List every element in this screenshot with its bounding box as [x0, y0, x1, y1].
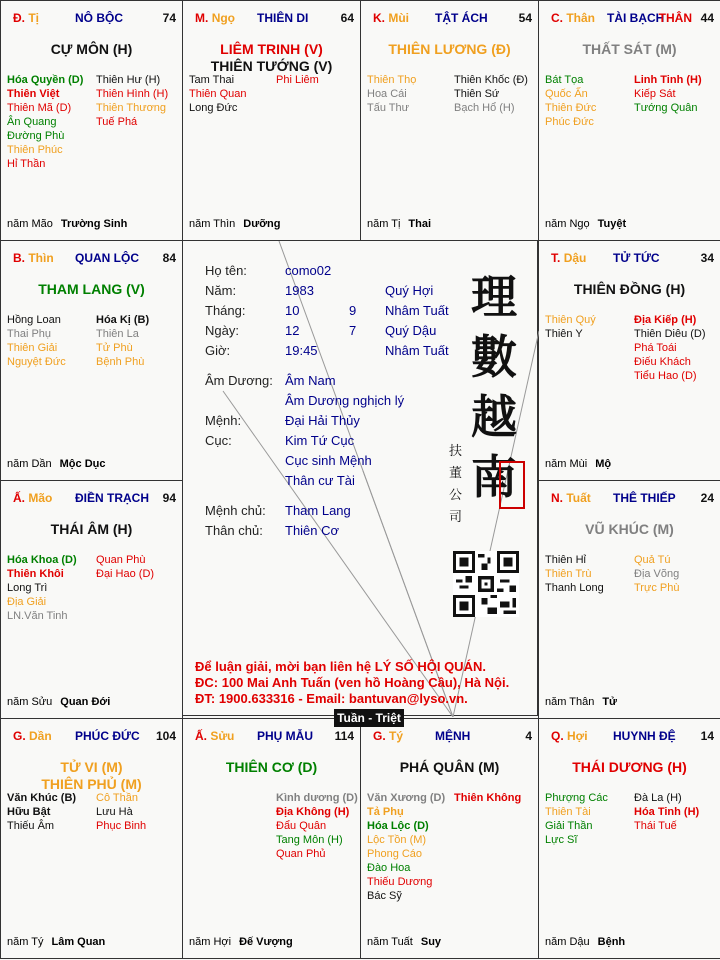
star-item: Thiên Mã (D)	[7, 102, 72, 114]
palace-footer	[545, 696, 617, 708]
ho-ten-label: Họ tên:	[205, 263, 247, 278]
gio-label: Giờ:	[205, 343, 231, 358]
star-item: Thiên Đức	[545, 102, 597, 114]
main-star: THIÊN LƯƠNG (Đ)	[388, 41, 511, 57]
left-stars	[367, 791, 445, 903]
star-item: Tướng Quân	[634, 102, 698, 114]
palace-mao[interactable]	[0, 480, 183, 719]
palace-age: 14	[700, 729, 714, 743]
star-item: Văn Khúc (B)	[7, 792, 77, 804]
ngay-label: Ngày:	[205, 323, 239, 338]
main-star: VŨ KHÚC (M)	[585, 521, 674, 537]
star-item: Đẩu Quân	[276, 820, 327, 832]
palace-year: năm Sửu	[7, 696, 53, 708]
palace-year: năm Tuất	[367, 936, 413, 948]
palace-dan[interactable]	[0, 718, 183, 959]
left-stars	[7, 73, 83, 171]
thang-can-chi: Nhâm Tuất	[385, 303, 449, 318]
menh-chu-label: Mệnh chủ:	[205, 503, 266, 518]
palace-year: năm Tý	[7, 936, 44, 948]
left-stars	[545, 73, 596, 129]
ho-ten-value: como02	[285, 263, 332, 278]
menh-label: Mệnh:	[205, 413, 242, 428]
star-item: Thanh Long	[545, 582, 604, 594]
palace-branch: B. Thìn	[13, 251, 54, 265]
star-item: Địa Giải	[7, 596, 47, 608]
palace-tuat[interactable]	[538, 480, 720, 719]
star-item: Bát Tọa	[545, 74, 584, 86]
cuc-value: Kim Tứ Cục	[285, 433, 355, 448]
star-item: Thiên Sứ	[454, 88, 500, 100]
left-stars	[545, 791, 608, 847]
star-item: Hóa Khoa (D)	[7, 554, 77, 566]
star-item: Hóa Lộc (D)	[367, 820, 429, 832]
star-item: Trực Phù	[634, 582, 680, 594]
seal-char-2: 數	[471, 330, 517, 384]
palace-house: HUYNH ĐỆ	[613, 729, 676, 743]
star-item: Thiên La	[96, 328, 139, 340]
palace-house: MỆNH	[435, 729, 471, 743]
star-item: Lực Sĩ	[545, 834, 578, 846]
palace-house: PHÚC ĐỨC	[75, 729, 140, 743]
right-stars	[276, 791, 358, 861]
palace-branch: Ấ. Sửu	[195, 729, 235, 743]
left-stars	[7, 313, 66, 369]
star-item: Bác Sỹ	[367, 890, 402, 902]
left-stars	[367, 73, 416, 115]
star-item: Ân Quang	[7, 116, 57, 128]
main-star: CỰ MÔN (H)	[50, 41, 133, 57]
star-item: Thiên Việt	[7, 88, 60, 100]
palace-age: 104	[155, 729, 176, 743]
star-item: Thiên Quý	[545, 314, 596, 326]
palace-year: năm Mão	[7, 218, 53, 230]
left-stars	[7, 791, 76, 833]
palace-stage: Tử	[602, 696, 618, 708]
palace-header	[7, 251, 176, 267]
than-chu-value: Thiên Cơ	[285, 523, 340, 538]
palace-age: 114	[334, 729, 354, 743]
right-stars	[454, 791, 521, 805]
palace-header	[189, 11, 354, 27]
right-stars	[634, 791, 699, 833]
palace-stage: Trường Sinh	[60, 218, 128, 230]
star-item: Thiên Không	[454, 792, 522, 804]
am-duong-note: Âm Dương nghịch lý	[285, 393, 405, 408]
star-item: Giải Thần	[545, 820, 593, 832]
star-item: Tiểu Hao (D)	[634, 370, 697, 382]
star-item: Hữu Bật	[7, 806, 51, 818]
star-item: Địa Không (H)	[276, 806, 350, 818]
palace-header	[545, 251, 714, 267]
seal-char-3: 越	[471, 390, 517, 444]
main-star: THIÊN CƠ (D)	[225, 759, 318, 775]
star-item: Thiên Hình (H)	[96, 88, 169, 100]
star-item: Đường Phù	[7, 130, 65, 142]
star-item: Tang Môn (H)	[276, 834, 343, 846]
right-stars	[96, 313, 149, 369]
star-item: Hỉ Thần	[7, 158, 46, 170]
star-item: Thai Phụ	[7, 328, 52, 340]
star-item: Địa Võng	[634, 568, 680, 580]
star-item: Đào Hoa	[367, 862, 411, 874]
palace-year: năm Ngọ	[545, 218, 590, 230]
right-stars	[634, 73, 702, 115]
star-item: Đại Hao (D)	[96, 568, 155, 580]
menh-value: Đại Hải Thủy	[285, 413, 360, 428]
palace-year: năm Dậu	[545, 936, 590, 948]
star-item: Quốc Ấn	[545, 88, 588, 100]
star-item: Thiếu Âm	[7, 820, 55, 832]
star-item: Thiên Phúc	[7, 144, 63, 156]
palace-age: 84	[162, 251, 176, 265]
main-star: THIÊN TƯỚNG (V)	[210, 58, 333, 74]
star-item: Phá Toái	[634, 342, 677, 354]
main-star: THẤT SÁT (M)	[582, 41, 677, 57]
star-item: Thiên Quan	[189, 88, 247, 100]
star-item: Quan Phù	[96, 554, 146, 566]
left-stars	[7, 553, 77, 623]
star-item: Linh Tinh (H)	[634, 74, 702, 86]
main-star: THIÊN ĐỒNG (H)	[573, 281, 686, 297]
star-item: Hóa Tinh (H)	[634, 806, 700, 818]
star-item: Thiên Hư (H)	[96, 74, 161, 86]
palace-footer	[189, 936, 293, 948]
palace-branch: T. Dậu	[551, 251, 587, 265]
star-item: Thiên Hỉ	[545, 554, 586, 566]
palace-mui[interactable]	[360, 0, 539, 241]
palace-house: TÀI BẠCH	[607, 11, 665, 25]
main-star: THAM LANG (V)	[38, 281, 145, 297]
contact-line-1: Để luận giải, mời bạn liên hệ LÝ SỐ HỘI QUÁN.	[195, 659, 486, 674]
star-item: Tam Thai	[189, 74, 235, 86]
palace-branch: N. Tuất	[551, 491, 591, 505]
main-star: LIÊM TRINH (V)	[220, 41, 323, 57]
right-stars	[96, 73, 168, 129]
star-item: Thiên Trù	[545, 568, 592, 580]
star-item: Lưu Hà	[96, 806, 133, 818]
star-item: Phi Liêm	[276, 74, 319, 86]
palace-stage: Đế Vượng	[239, 936, 293, 948]
palace-stage: Suy	[420, 936, 442, 948]
main-star: PHÁ QUÂN (M)	[399, 759, 500, 775]
palace-year: năm Hợi	[189, 936, 232, 948]
left-stars	[545, 553, 604, 595]
seal-char-4: 南	[471, 450, 517, 504]
palace-house: THÊ THIẾP	[613, 491, 676, 505]
main-star: THÁI ÂM (H)	[50, 521, 133, 537]
contact-phone-email: ĐT: 1900.633316 - Email: bantuvan@lyso.vn.	[195, 691, 468, 706]
star-item: Quả Tú	[634, 554, 671, 566]
star-item: Quan Phủ	[276, 848, 326, 860]
ngay-can-chi: Quý Dậu	[385, 323, 437, 338]
palace-header	[367, 729, 532, 745]
cuc-label: Cục:	[205, 433, 232, 448]
palace-footer	[7, 696, 110, 708]
than-marker: THÂN	[658, 11, 692, 25]
cuc-note-2: Thân cư Tài	[285, 473, 355, 488]
palace-header	[189, 729, 354, 745]
palace-house: ĐIỀN TRẠCH	[75, 491, 149, 505]
palace-house: TẬT ÁCH	[435, 11, 488, 25]
palace-ngo[interactable]	[182, 0, 361, 241]
palace-footer	[367, 936, 441, 948]
star-item: Thiên Tài	[545, 806, 591, 818]
palace-footer	[545, 936, 625, 948]
right-stars	[96, 791, 146, 833]
palace-footer	[545, 218, 626, 230]
palace-branch: G. Dần	[13, 729, 52, 743]
palace-ty[interactable]	[0, 0, 183, 241]
star-item: Nguyệt Đức	[7, 356, 66, 368]
palace-stage: Mộ	[595, 458, 612, 470]
star-item: Thiên Thọ	[367, 74, 417, 86]
star-item: Phúc Đức	[545, 116, 594, 128]
contact-address: ĐC: 100 Mai Anh Tuấn (ven hồ Hoàng Cầu), Hà Nội.	[195, 675, 510, 690]
palace-age: 44	[700, 11, 714, 25]
star-item: Thiếu Dương	[367, 876, 433, 888]
star-item: Thiên Y	[545, 328, 583, 340]
palace-stage: Quan Đới	[60, 696, 111, 708]
qr-code-icon[interactable]	[453, 551, 519, 617]
palace-header	[545, 729, 714, 745]
palace-year: năm Mùi	[545, 458, 588, 470]
palace-thin[interactable]	[0, 240, 183, 481]
star-item: Văn Xương (D)	[367, 792, 446, 804]
star-item: Điếu Khách	[634, 356, 691, 368]
star-item: Phượng Các	[545, 792, 608, 804]
main-star: THÁI DƯƠNG (H)	[572, 759, 687, 775]
palace-branch: Ấ. Mão	[13, 491, 53, 505]
star-item: Tả Phụ	[367, 806, 404, 818]
star-item: LN.Văn Tinh	[7, 610, 68, 622]
star-item: Tử Phù	[96, 342, 133, 354]
star-item: Phục Binh	[96, 820, 147, 832]
star-item: Hóa Kị (B)	[96, 314, 150, 326]
palace-header	[545, 491, 714, 507]
red-stamp	[499, 461, 525, 509]
palace-footer	[7, 458, 105, 470]
star-item: Tấu Thư	[367, 102, 410, 114]
nam-value: 1983	[285, 283, 314, 298]
star-item: Địa Kiếp (H)	[634, 314, 697, 326]
thang-value: 10	[285, 303, 300, 318]
star-item: Thái Tuế	[634, 820, 677, 832]
palace-header	[545, 11, 714, 27]
right-stars	[96, 553, 154, 581]
ngay-am: 7	[349, 323, 357, 338]
cuc-note-1: Cục sinh Mệnh	[285, 453, 372, 468]
palace-stage: Lâm Quan	[51, 936, 106, 948]
palace-house: TỬ TỨC	[613, 251, 660, 265]
right-stars	[634, 553, 679, 595]
palace-stage: Mộc Dục	[59, 458, 106, 470]
palace-branch: Q. Hợi	[551, 729, 588, 743]
main-star: THIÊN PHỦ (M)	[41, 776, 142, 792]
star-item: Hoa Cái	[367, 88, 407, 100]
palace-tycell[interactable]	[360, 718, 539, 959]
star-item: Thiên Khốc (Đ)	[454, 74, 528, 86]
left-stars	[189, 73, 246, 115]
star-item: Thiên Khôi	[7, 568, 64, 580]
palace-age: 24	[700, 491, 714, 505]
menh-chu-value: Tham Lang	[285, 503, 351, 518]
right-stars	[276, 73, 319, 87]
palace-house: THIÊN DI	[257, 11, 309, 25]
palace-year: năm Thân	[545, 696, 595, 708]
star-item: Long Đức	[189, 102, 238, 114]
star-item: Hồng Loan	[7, 314, 61, 326]
star-item: Tuế Phá	[96, 116, 138, 128]
palace-stage: Tuyệt	[597, 218, 627, 230]
palace-year: năm Tị	[367, 218, 401, 230]
palace-footer	[7, 218, 127, 230]
gio-value: 19:45	[285, 343, 318, 358]
thang-label: Tháng:	[205, 303, 246, 318]
nam-can-chi: Quý Hợi	[385, 283, 434, 298]
am-duong-label: Âm Dương:	[205, 373, 273, 388]
am-duong-value: Âm Nam	[285, 373, 336, 388]
palace-age: 4	[525, 729, 532, 743]
star-item: Thiên Giải	[7, 342, 58, 354]
palace-stage: Dưỡng	[243, 218, 281, 230]
palace-than[interactable]	[538, 0, 720, 241]
nam-label: Năm:	[205, 283, 237, 298]
palace-stage: Bệnh	[597, 936, 626, 948]
palace-year: năm Dần	[7, 458, 52, 470]
left-stars	[545, 313, 596, 341]
main-star: TỬ VI (M)	[60, 759, 123, 775]
star-item: Thiên Thương	[96, 102, 167, 114]
palace-branch: G. Tý	[373, 729, 404, 743]
palace-house: QUAN LỘC	[75, 251, 139, 265]
palace-dau[interactable]	[538, 240, 720, 481]
palace-footer	[367, 218, 431, 230]
star-item: Cô Thần	[96, 792, 138, 804]
star-item: Kình dương (D)	[276, 792, 358, 804]
palace-footer	[545, 458, 611, 470]
palace-age: 94	[162, 491, 176, 505]
palace-house: PHỤ MẪU	[257, 729, 313, 743]
palace-age: 64	[340, 11, 354, 25]
palace-age: 34	[700, 251, 714, 265]
star-item: Phong Cáo	[367, 848, 423, 860]
ngay-value: 12	[285, 323, 300, 338]
palace-header	[7, 729, 176, 745]
palace-branch: Đ. Tị	[13, 11, 40, 25]
star-item: Đà La (H)	[634, 792, 682, 804]
tuan-triet-label: Tuần - Triệt	[334, 709, 404, 727]
palace-suu[interactable]	[182, 718, 361, 959]
star-item: Long Trì	[7, 582, 48, 594]
palace-branch: C. Thân	[551, 11, 596, 25]
seal-char-1: 理	[471, 270, 517, 324]
star-item: Thiên Diêu (D)	[634, 328, 706, 340]
gio-can-chi: Nhâm Tuất	[385, 343, 449, 358]
palace-branch: M. Ngọ	[195, 11, 236, 25]
palace-header	[7, 11, 176, 27]
star-item: Kiếp Sát	[634, 88, 676, 100]
palace-branch: K. Mùi	[373, 11, 410, 25]
palace-year: năm Thìn	[189, 218, 236, 230]
palace-stage: Thai	[408, 218, 432, 230]
palace-age: 74	[162, 11, 176, 25]
palace-age: 54	[518, 11, 532, 25]
thang-am: 9	[349, 303, 357, 318]
side-seal-text: 扶 董 公 司	[449, 444, 463, 525]
palace-header	[7, 491, 176, 507]
palace-footer	[7, 936, 105, 948]
star-item: Bạch Hổ (H)	[454, 102, 515, 114]
than-chu-label: Thân chủ:	[205, 523, 263, 538]
center-info-panel	[182, 240, 538, 716]
star-item: Bệnh Phù	[96, 356, 145, 368]
palace-footer	[189, 218, 280, 230]
star-item: Hóa Quyền (D)	[7, 74, 84, 86]
palace-hoi[interactable]	[538, 718, 720, 959]
palace-header	[367, 11, 532, 27]
star-item: Lộc Tồn (M)	[367, 834, 427, 846]
right-stars	[634, 313, 706, 383]
palace-house: NÔ BỘC	[75, 11, 123, 25]
right-stars	[454, 73, 528, 115]
